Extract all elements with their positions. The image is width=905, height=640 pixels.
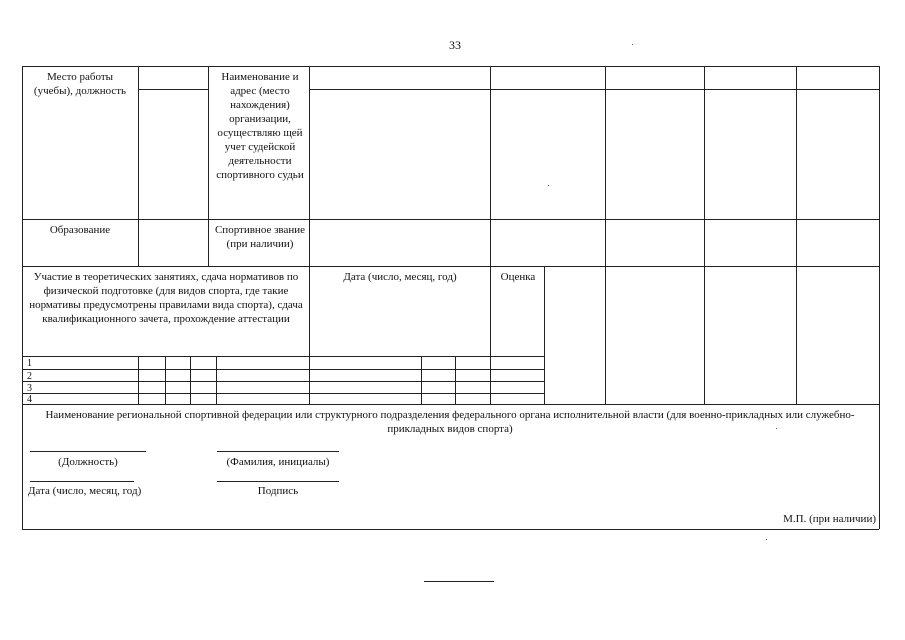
scan-speck — [632, 44, 633, 45]
date-caption: Дата (число, месяц, год) — [28, 485, 142, 497]
grid-line — [216, 356, 217, 404]
scan-speck — [776, 428, 777, 429]
grid-line — [22, 266, 879, 267]
grid-line — [22, 369, 544, 370]
grid-line — [138, 89, 208, 90]
grid-line — [455, 356, 456, 404]
grid-line — [309, 89, 879, 90]
scan-speck — [548, 185, 549, 186]
page-number: 33 — [449, 38, 461, 52]
table-left-border — [22, 66, 23, 529]
grid-line — [544, 266, 545, 404]
grid-line — [605, 66, 606, 404]
row-number: 4 — [27, 394, 32, 405]
row-number: 3 — [27, 383, 32, 394]
name-caption: (Фамилия, инициалы) — [226, 456, 330, 468]
cell-date-header: Дата (число, месяц, год) — [343, 271, 457, 283]
scan-speck — [766, 539, 767, 540]
grid-line — [22, 404, 879, 405]
grid-line — [138, 356, 139, 404]
date-line — [30, 481, 134, 482]
grid-line — [208, 66, 209, 266]
position-caption: (Должность) — [58, 456, 118, 468]
grid-line — [22, 356, 544, 357]
grid-line — [22, 381, 544, 382]
grid-line — [421, 356, 422, 404]
federation-caption: Наименование региональной спортивной федерации или структурного подразделения федерального органа исполнительной власти (для военно-прикладных или служебно-прикладных видов спорта) — [45, 409, 855, 435]
table-right-border — [879, 66, 880, 529]
grid-line — [138, 66, 139, 266]
grid-line — [309, 266, 310, 404]
stamp-caption: М.П. (при наличии) — [783, 513, 876, 525]
bottom-rule — [424, 581, 494, 582]
row-number: 2 — [27, 371, 32, 382]
cell-sport-title: Спортивное звание (при наличии) — [214, 224, 306, 250]
cell-participation: Участие в теоретических занятиях, сдача нормативов по физической подготовке (для видов спорта, где такие нормативы предусмотрены правилами вида спорта), сдача квалификационного зачета, прохождение аттестации — [29, 271, 303, 325]
table-bottom-border — [22, 529, 879, 530]
signature-line — [217, 481, 339, 482]
grid-line — [704, 66, 705, 404]
grid-line — [22, 219, 879, 220]
signature-caption: Подпись — [257, 485, 299, 497]
position-line — [30, 451, 146, 452]
cell-organization: Наименование и адрес (место нахождения) организации, осуществляю щей учет судейской деятельности спортивного судьи — [216, 71, 304, 181]
cell-workplace: Место работы (учебы), должность — [33, 71, 127, 97]
name-line — [217, 451, 339, 452]
cell-education: Образование — [49, 224, 111, 236]
row-number: 1 — [27, 358, 32, 369]
grid-line — [490, 66, 491, 404]
grid-line — [796, 66, 797, 404]
grid-line — [309, 66, 310, 266]
grid-line — [190, 356, 191, 404]
cell-grade-header: Оценка — [500, 271, 536, 283]
table-top-border — [22, 66, 879, 67]
grid-line — [165, 356, 166, 404]
grid-line — [22, 393, 544, 394]
